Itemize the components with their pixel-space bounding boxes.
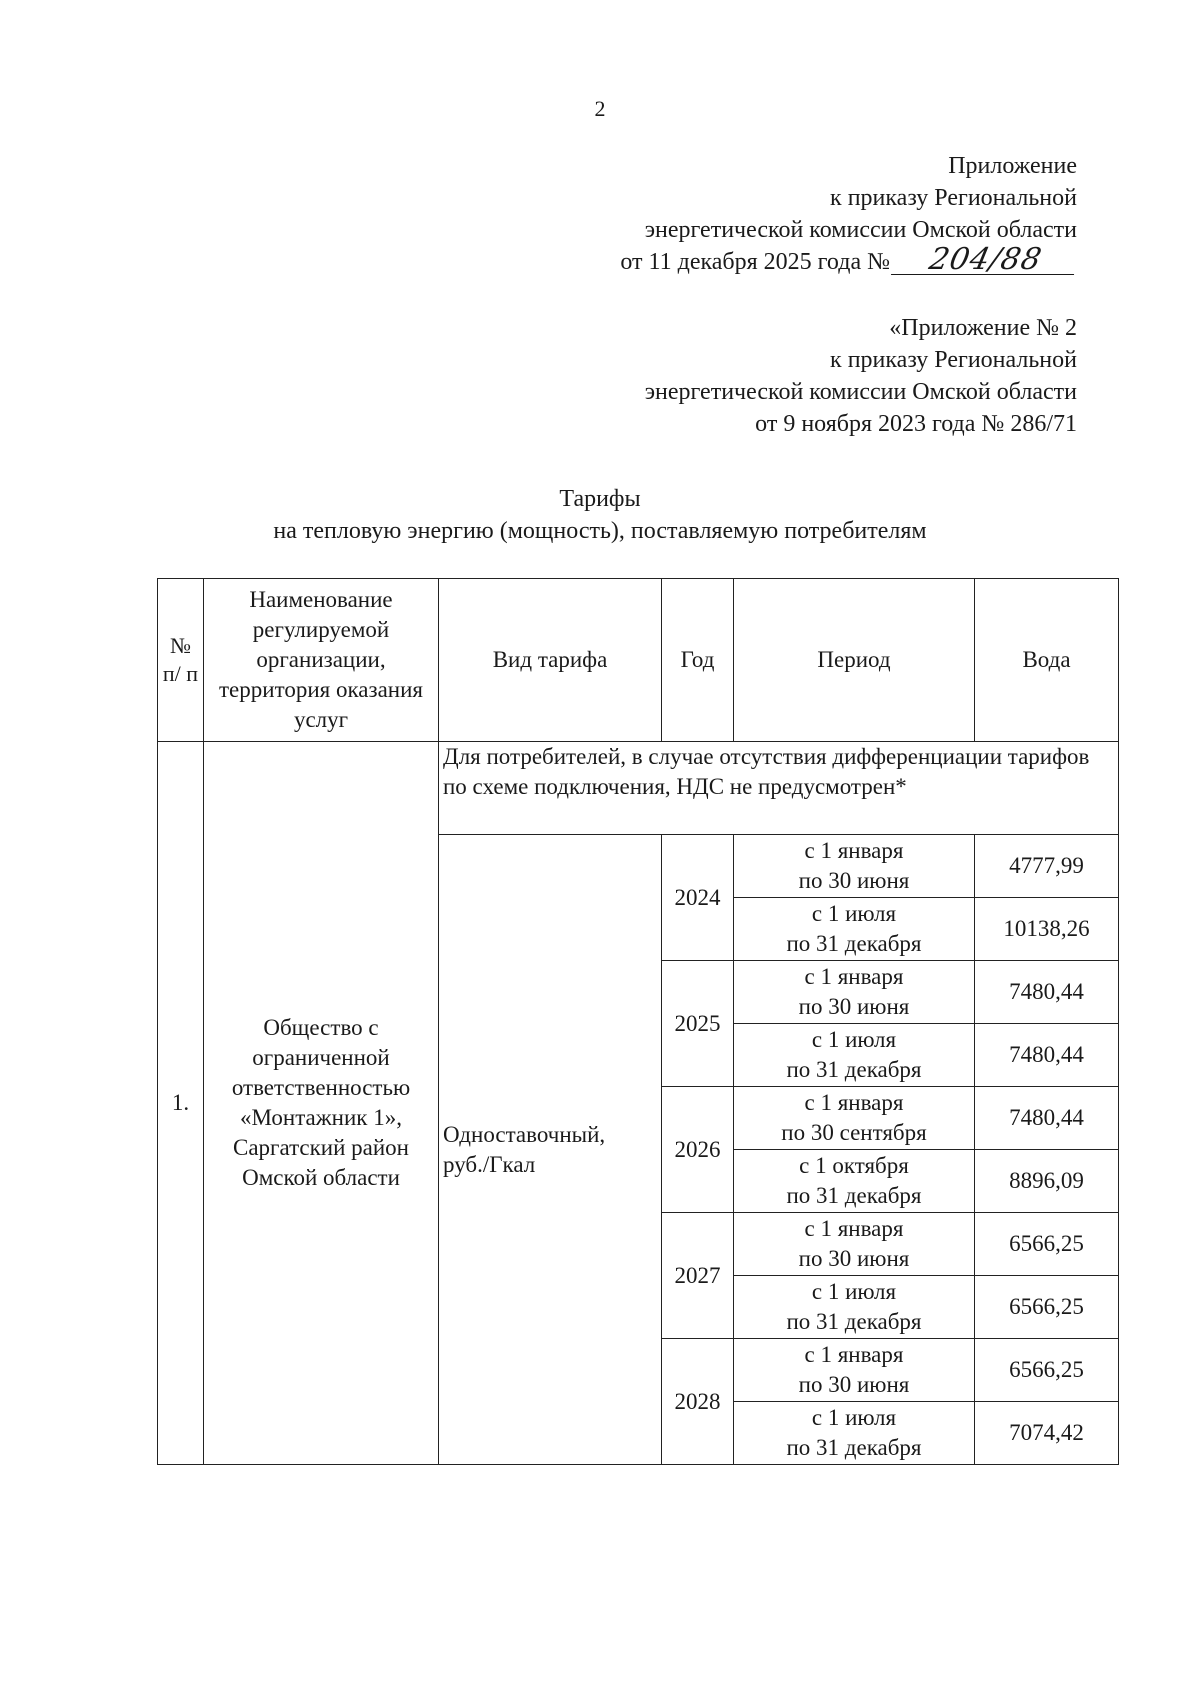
period-to: по 31 декабря	[786, 931, 922, 956]
water-value: 7480,44	[975, 1024, 1119, 1087]
previous-appendix-line: к приказу Региональной	[830, 347, 1077, 373]
period-to: по 31 декабря	[786, 1309, 922, 1334]
period-cell	[734, 835, 975, 898]
header-year: Год	[662, 579, 734, 742]
water-value: 6566,25	[975, 1339, 1119, 1402]
period-cell	[734, 1276, 975, 1339]
water-value: 7480,44	[975, 1087, 1119, 1150]
period-from: с 1 января	[804, 964, 904, 989]
table-row	[158, 742, 1119, 835]
year-cell: 2026	[662, 1087, 734, 1213]
year-cell: 2027	[662, 1213, 734, 1339]
previous-appendix-line: энергетической комиссии Омской области	[644, 379, 1077, 405]
period-to: по 30 июня	[798, 868, 910, 893]
header-organization: Наименование регулируемой организации, территория оказания услуг	[204, 579, 439, 742]
period-to: по 31 декабря	[786, 1057, 922, 1082]
document-title	[0, 483, 1200, 547]
previous-appendix-line: «Приложение № 2	[889, 315, 1077, 341]
period-cell	[734, 1339, 975, 1402]
period-from: с 1 июля	[811, 1405, 897, 1430]
period-to: по 30 июня	[798, 994, 910, 1019]
water-value: 4777,99	[975, 835, 1119, 898]
water-value: 7480,44	[975, 961, 1119, 1024]
appendix-header-line: Приложение	[948, 153, 1077, 179]
handwritten-order-number: 204/88	[891, 246, 1080, 275]
year-cell: 2024	[662, 835, 734, 961]
water-value: 7074,42	[975, 1402, 1119, 1465]
water-value: 6566,25	[975, 1213, 1119, 1276]
organization-cell: Общество с ограниченной ответственностью «Монтажник 1», Саргатский район Омской области	[204, 742, 439, 1465]
row-number: 1.	[158, 742, 204, 1465]
period-to: по 30 сентября	[781, 1120, 927, 1145]
period-from: с 1 января	[804, 1342, 904, 1367]
consumer-note: Для потребителей, в случае отсутствия дифференциации тарифов по схеме подключения, НДС не предусмотрен*	[439, 742, 1119, 835]
water-value: 8896,09	[975, 1150, 1119, 1213]
title-subline: на тепловую энергию (мощность), поставляемую потребителям	[273, 518, 927, 544]
period-to: по 30 июня	[798, 1246, 910, 1271]
table-header-row	[158, 579, 1119, 742]
period-cell	[734, 898, 975, 961]
period-cell	[734, 1402, 975, 1465]
appendix-header-line: к приказу Региональной	[830, 185, 1077, 211]
period-cell	[734, 1024, 975, 1087]
appendix-header	[620, 150, 1077, 278]
water-value: 10138,26	[975, 898, 1119, 961]
header-tariff-kind: Вид тарифа	[439, 579, 662, 742]
period-to: по 30 июня	[798, 1372, 910, 1397]
header-period: Период	[734, 579, 975, 742]
year-cell: 2025	[662, 961, 734, 1087]
title-line: Тарифы	[559, 486, 641, 512]
period-to: по 31 декабря	[786, 1183, 922, 1208]
header-number: № п/ п	[158, 579, 204, 742]
period-cell	[734, 1087, 975, 1150]
water-value: 6566,25	[975, 1276, 1119, 1339]
year-cell: 2028	[662, 1339, 734, 1465]
period-cell	[734, 1213, 975, 1276]
period-from: с 1 января	[804, 838, 904, 863]
period-from: с 1 июля	[811, 1027, 897, 1052]
period-from: с 1 января	[804, 1216, 904, 1241]
page-number: 2	[594, 96, 606, 121]
table-body	[158, 742, 1119, 1465]
appendix-date-line	[620, 242, 1077, 278]
appendix-date-prefix: от 11 декабря 2025 года №	[620, 249, 890, 275]
period-cell	[734, 1150, 975, 1213]
period-to: по 31 декабря	[786, 1435, 922, 1460]
period-from: с 1 января	[804, 1090, 904, 1115]
previous-appendix-header	[645, 312, 1077, 440]
tariff-kind-cell: Одноставочный, руб./Гкал	[439, 835, 662, 1465]
previous-appendix-line: от 9 ноября 2023 года № 286/71	[755, 411, 1077, 437]
appendix-header-line: энергетической комиссии Омской области	[644, 217, 1077, 243]
period-cell	[734, 961, 975, 1024]
period-from: с 1 июля	[811, 901, 897, 926]
period-from: с 1 октября	[799, 1153, 909, 1178]
tariffs-table	[157, 578, 1119, 1465]
header-water: Вода	[975, 579, 1119, 742]
period-from: с 1 июля	[811, 1279, 897, 1304]
